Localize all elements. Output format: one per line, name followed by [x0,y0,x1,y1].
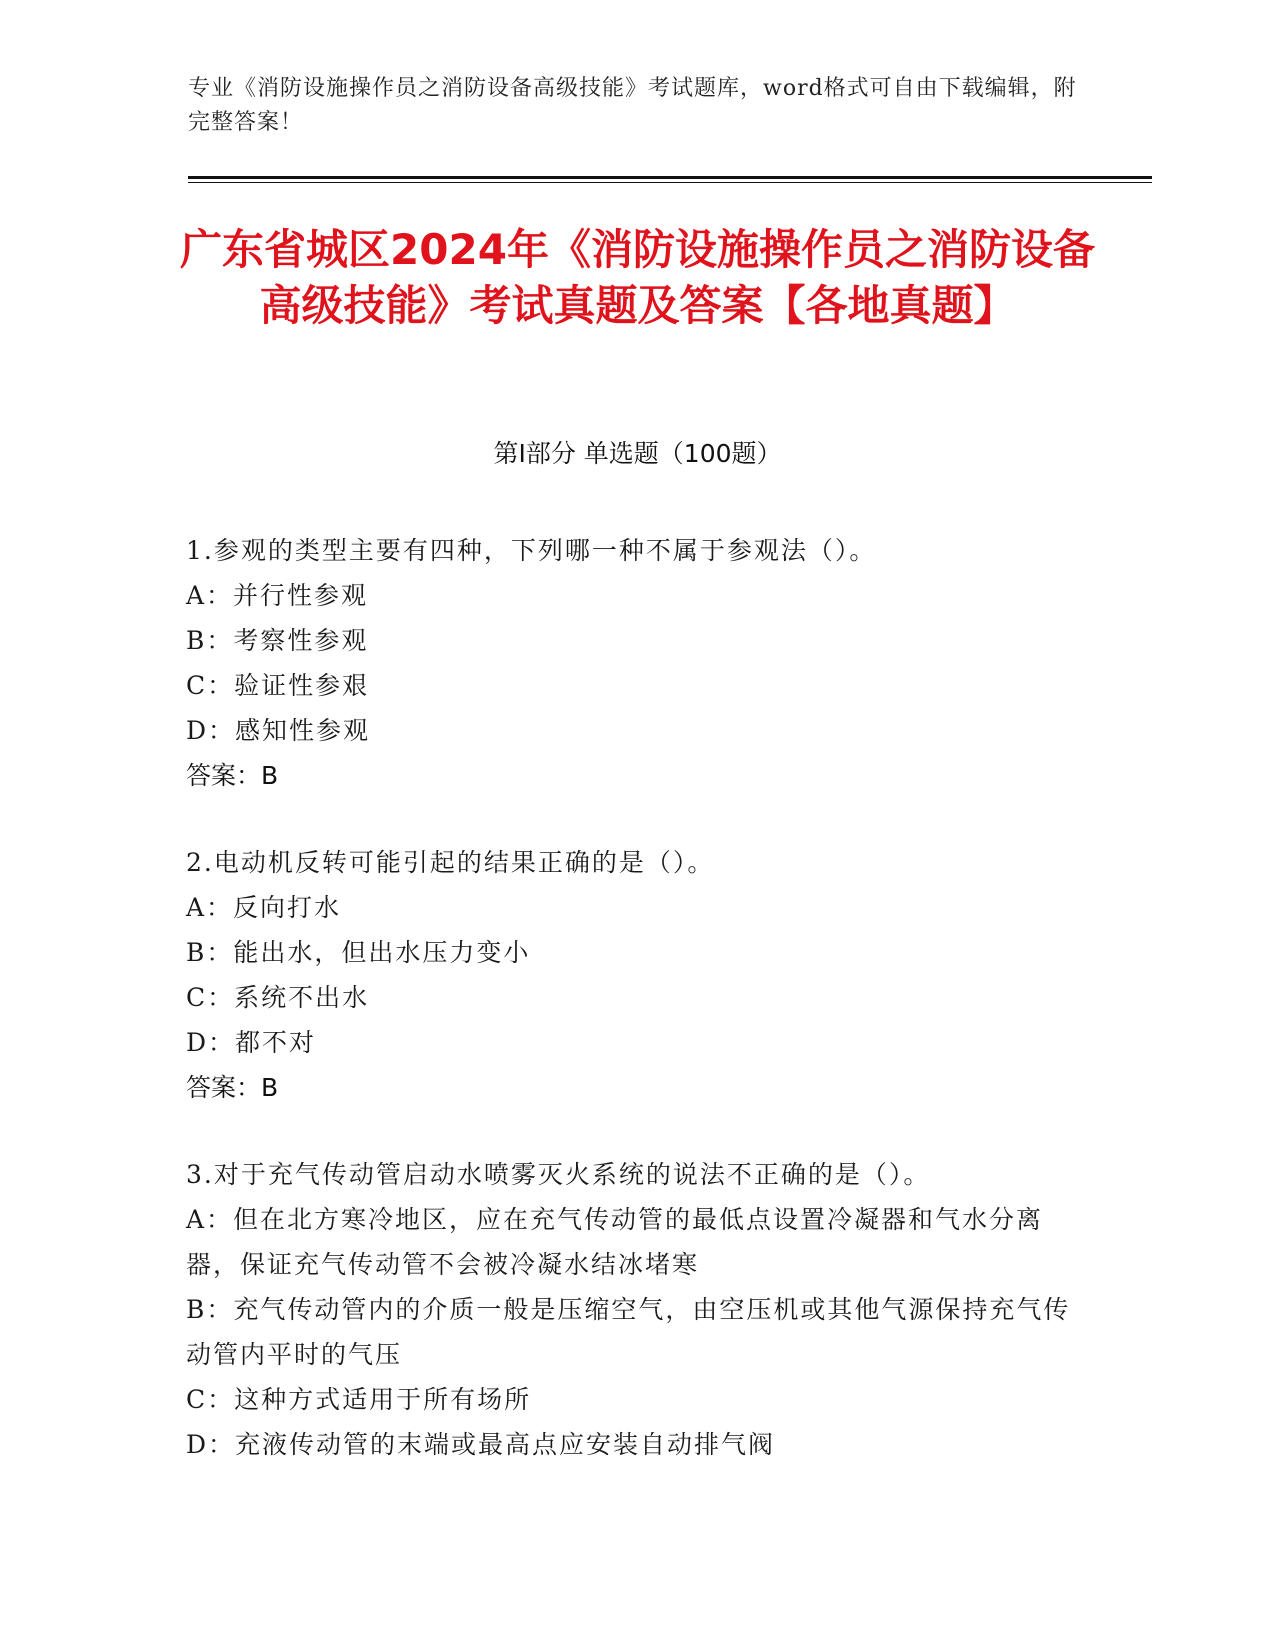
option-a: A：反向打水 [186,893,342,922]
option-d: D：感知性参观 [186,716,371,745]
question-list [186,528,1076,1509]
question-3 [186,1152,1076,1467]
option-b: B：能出水，但出水压力变小 [186,938,531,967]
option-c: C：验证性参艰 [186,671,370,700]
option-a: A：并行性参观 [186,581,369,610]
option-d: D：充液传动管的末端或最高点应安装自动排气阀 [186,1430,776,1459]
header-rule-thick [188,176,1152,179]
option-b: B：充气传动管内的介质一般是压缩空气，由空压机或其他气源保持充气传动管内平时的气压 [186,1295,1071,1369]
question-stem: 1.参观的类型主要有四种，下列哪一种不属于参观法（）。 [186,536,877,565]
answer: 答案：B [186,761,279,790]
question-2 [186,840,1076,1110]
option-d: D：都不对 [186,1028,317,1057]
option-a: A：但在北方寒冷地区，应在充气传动管的最低点设置冷凝器和气水分离器，保证充气传动管不会被冷凝水结冰堵寒 [186,1205,1044,1279]
option-c: C：系统不出水 [186,983,370,1012]
option-b: B：考察性参观 [186,626,369,655]
header-note: 专业《消防设施操作员之消防设备高级技能》考试题库，word格式可自由下载编辑，附完整答案！ [188,76,1077,135]
answer: 答案：B [186,1073,279,1102]
section-heading: 第Ⅰ部分 单选题（100题） [493,439,782,468]
document-title: 广东省城区2024年《消防设施操作员之消防设备高级技能》考试真题及答案【各地真题】 [180,225,1095,330]
question-stem: 2.电动机反转可能引起的结果正确的是（）。 [186,848,715,877]
option-c: C：这种方式适用于所有场所 [186,1385,532,1414]
header-rule-thin [188,182,1152,183]
question-1 [186,528,1076,798]
question-stem: 3.对于充气传动管启动水喷雾灭火系统的说法不正确的是（）。 [186,1160,931,1189]
